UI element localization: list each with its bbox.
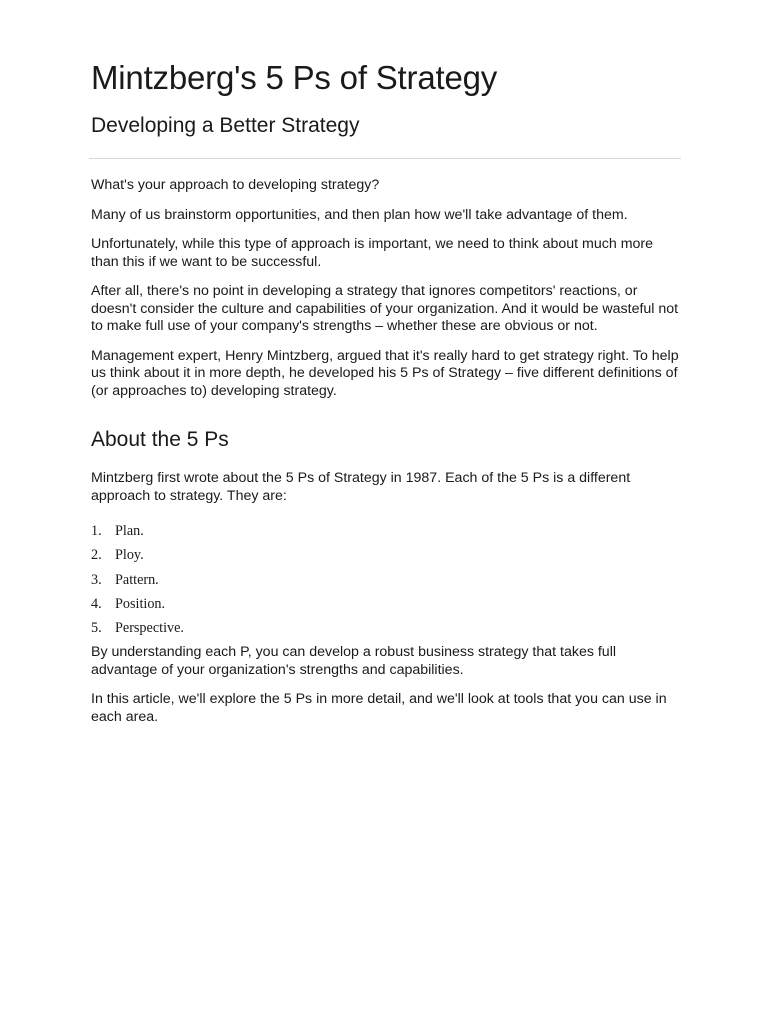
page-title: Mintzberg's 5 Ps of Strategy: [91, 59, 498, 96]
list-item: [91, 568, 680, 592]
list-item-text: Position.: [115, 595, 166, 612]
list-item-number: 4.: [91, 595, 102, 612]
list-item-number: 2.: [91, 547, 102, 564]
section-lead-paragraph: Mintzberg first wrote about the 5 Ps of Strategy in 1987. Each of the 5 Ps is a different approach to strategy. They are:: [91, 470, 631, 504]
page-subtitle: Developing a Better Strategy: [91, 114, 360, 137]
list-item-number: 3.: [91, 571, 102, 588]
header-divider: [89, 158, 681, 159]
list-item-text: Pattern.: [115, 571, 159, 588]
list-item: [91, 616, 680, 640]
list-item: [91, 519, 680, 543]
closing-paragraph: By understanding each P, you can develop a robust business strategy that takes full advantage of your organization's strengths and capabilities.: [91, 644, 617, 678]
list-item-number: 5.: [91, 620, 102, 637]
closing-paragraph: In this article, we'll explore the 5 Ps in more detail, and we'll look at tools that you can use in each area.: [91, 691, 667, 725]
list-item-text: Plan.: [115, 523, 144, 539]
list-item-text: Perspective.: [115, 620, 184, 637]
section-heading: About the 5 Ps: [91, 428, 229, 451]
intro-paragraph: Management expert, Henry Mintzberg, argued that it's really hard to get strategy right. To help us think about it in more depth, he developed his 5 Ps of Strategy – five different definitions of (or approaches to) developing strategy.: [91, 347, 679, 399]
list-item: [91, 592, 680, 616]
list-item-text: Ploy.: [115, 547, 144, 564]
intro-paragraph: What's your approach to developing strategy?: [91, 177, 380, 193]
intro-paragraph: Unfortunately, while this type of approach is important, we need to think about much more than this if we want to be successful.: [91, 236, 654, 270]
list-item: [91, 543, 680, 567]
intro-paragraph: After all, there's no point in developing a strategy that ignores competitors' reactions, or doesn't consider the culture and capabilities of your organization. And it would be wasteful not to make full use of your company's strengths – whether these are obvious or not.: [91, 283, 679, 334]
five-ps-list: [91, 519, 680, 640]
intro-paragraph: Many of us brainstorm opportunities, and then plan how we'll take advantage of them.: [91, 206, 628, 223]
list-item-number: 1.: [91, 523, 102, 539]
